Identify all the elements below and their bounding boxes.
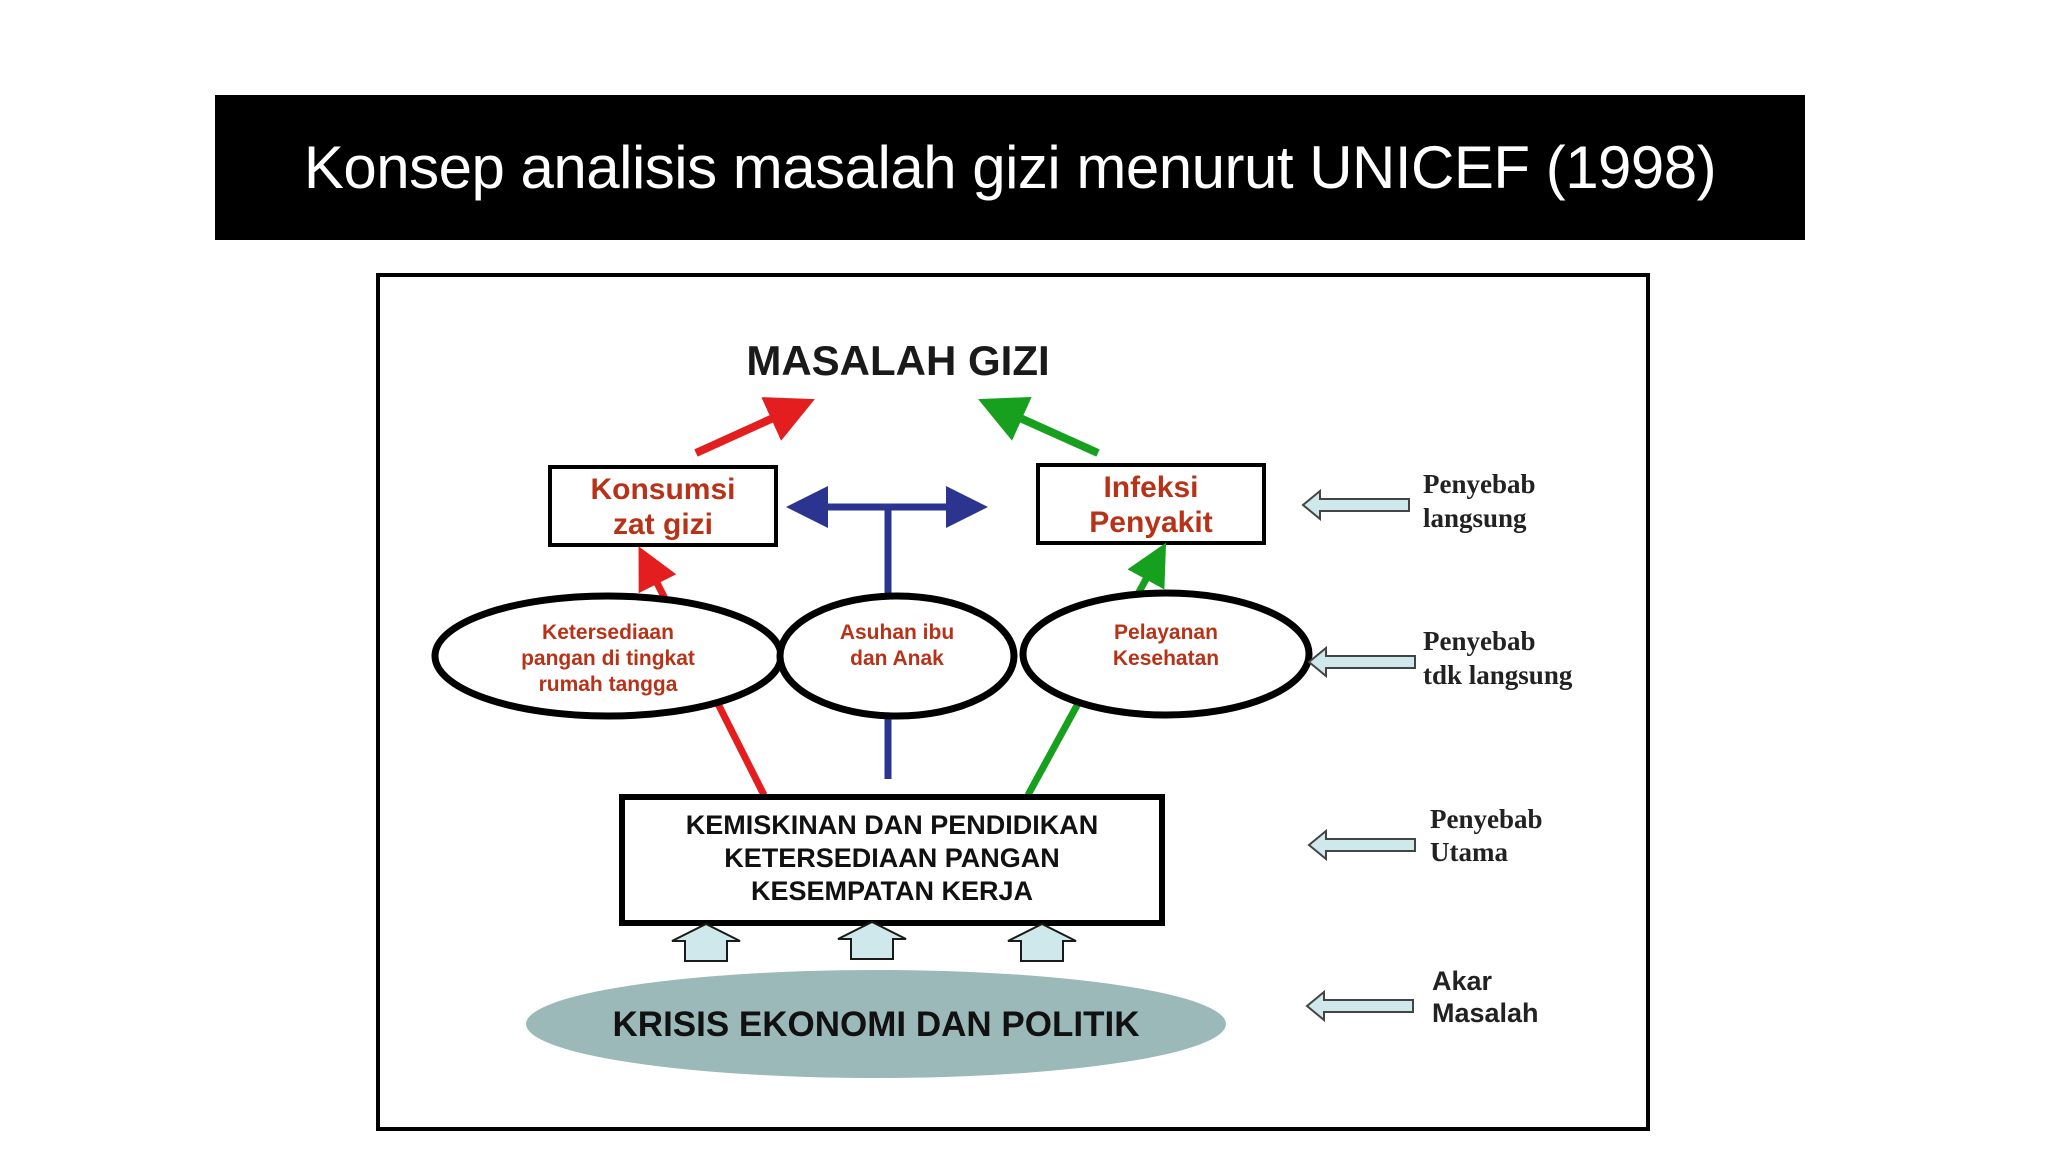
- side-label-root-1: Akar: [1432, 966, 1493, 996]
- box-konsumsi-line2: zat gizi: [612, 508, 714, 541]
- up-arrow-2: [838, 922, 906, 959]
- box-infeksi-line2: Penyakit: [1089, 506, 1213, 539]
- ellipse-pelayanan-line2: Kesehatan: [1112, 647, 1220, 670]
- root-label: KRISIS EKONOMI DAN POLITIK: [612, 1005, 1140, 1044]
- side-arrow-root: [1307, 992, 1413, 1020]
- up-arrow-3: [1008, 924, 1076, 961]
- side-label-main-1: Penyebab: [1430, 804, 1543, 834]
- slide-title: Konsep analisis masalah gizi menurut UNICEF (1998): [303, 134, 1717, 201]
- side-label-indirect-2: tdk langsung: [1423, 660, 1573, 690]
- side-arrow-indirect: [1309, 648, 1415, 676]
- ellipse-asuhan-line1: Asuhan ibu: [839, 621, 955, 644]
- side-label-direct-2: langsung: [1423, 503, 1527, 533]
- side-arrow-direct: [1303, 491, 1409, 519]
- arrow-red-to-masalah: [696, 409, 793, 453]
- main-cause-line2: KETERSEDIAAN PANGAN: [724, 843, 1060, 873]
- ellipse-ketersediaan-line3: rumah tangga: [538, 673, 678, 696]
- side-label-root-2: Masalah: [1432, 998, 1539, 1028]
- side-arrow-main: [1309, 831, 1415, 859]
- side-label-indirect-1: Penyebab: [1423, 626, 1536, 656]
- diagram-frame: [376, 273, 1650, 1131]
- masalah-gizi-label: MASALAH GIZI: [746, 337, 1050, 384]
- arrow-green-to-masalah: [1000, 409, 1098, 453]
- side-label-main-2: Utama: [1430, 837, 1508, 867]
- main-cause-line1: KEMISKINAN DAN PENDIDIKAN: [685, 810, 1099, 840]
- up-arrow-1: [672, 924, 740, 961]
- ellipse-ketersediaan-line1: Ketersediaan: [542, 621, 674, 644]
- ellipse-asuhan-line2: dan Anak: [850, 647, 944, 670]
- box-infeksi-line1: Infeksi: [1103, 471, 1199, 504]
- side-label-direct-1: Penyebab: [1423, 469, 1536, 499]
- unicef-diagram: [380, 277, 1646, 1127]
- box-konsumsi-line1: Konsumsi: [590, 473, 736, 506]
- main-cause-line3: KESEMPATAN KERJA: [750, 876, 1034, 906]
- ellipse-ketersediaan-line2: pangan di tingkat: [521, 647, 695, 670]
- ellipse-pelayanan-line1: Pelayanan: [1114, 621, 1218, 644]
- slide-title-bar: [215, 95, 1805, 240]
